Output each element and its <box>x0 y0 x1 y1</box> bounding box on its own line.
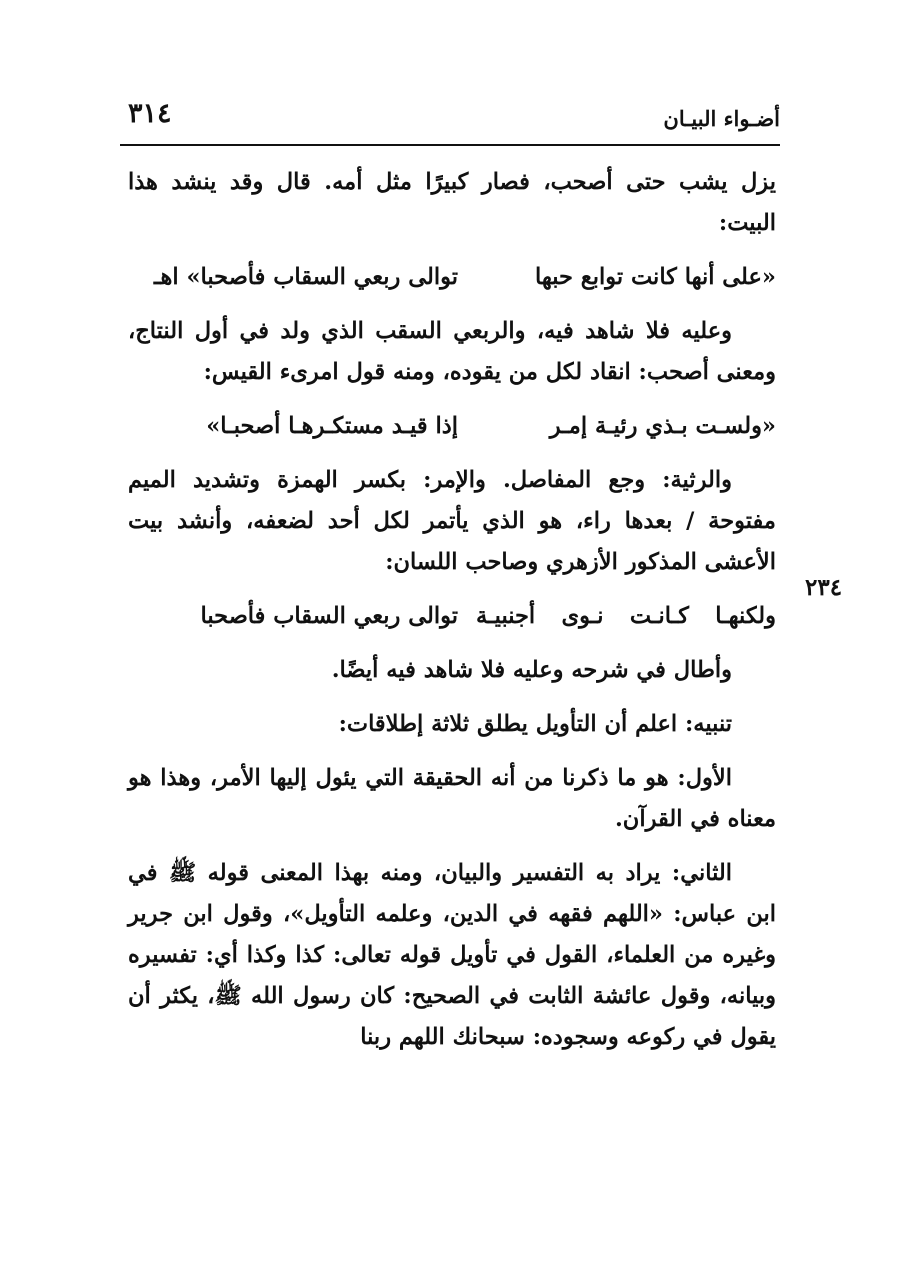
body-text <box>128 162 776 1071</box>
paragraph: الثاني: يراد به التفسير والبيان، ومنه بهذا المعنى قوله ﷺ في ابن عباس: «اللهم فقهه في الدين، وعلمه التأويل»، وقول ابن جرير وغيره من العلماء، القول في تأويل قوله تعالى: كذا وكذا أي: تفسيره وبيانه، وقول عائشة الثابت في الصحيح: كان رسول الله ﷺ، يكثر أن يقول في ركوعه وسجوده: سبحانك اللهم ربنا <box>128 860 776 1050</box>
paragraph: يزل يشب حتى أصحب، فصار كبيرًا مثل أمه. قال وقد ينشد هذا البيت: <box>128 169 776 236</box>
paragraph: تنبيه: اعلم أن التأويل يطلق ثلاثة إطلاقات: <box>338 711 732 737</box>
paragraph: وعليه فلا شاهد فيه، والربعي السقب الذي ولد في أول النتاج، ومعنى أصحب: انقاد لكل من يقوده، ومنه قول امرىء القيس: <box>128 318 776 385</box>
verse-second-hemistich: توالى ربعي السقاب فأصحبا <box>200 603 458 629</box>
verse-first-hemistich: «على أنها كانت توابع حبها <box>535 264 776 290</box>
paragraph: الأول: هو ما ذكرنا من أنه الحقيقة التي يئول إليها الأمر، وهذا هو معناه في القرآن. <box>128 765 776 832</box>
header-rule <box>120 144 780 146</box>
verse <box>128 596 776 637</box>
paragraph: والرثية: وجع المفاصل. والإمر: بكسر الهمزة وتشديد الميم مفتوحة / بعدها راء، هو الذي يأتمر لكل أحد لضعفه، وأنشد بيت الأعشى المذكور الأزهري وصاحب اللسان: <box>128 467 776 575</box>
margin-note-number: ٢٣٤ <box>805 574 843 601</box>
book-title: أضـواء البيـان <box>663 106 780 131</box>
verse-second-hemistich: إذا قيـد مستكـرهـا أصحبـا» <box>206 413 458 439</box>
page-number: ٣١٤ <box>128 98 172 129</box>
paragraph: وأطال في شرحه وعليه فلا شاهد فيه أيضًا. <box>331 657 732 683</box>
verse-first-hemistich: «ولسـت بـذي رئيـة إمـر <box>549 413 776 439</box>
page-header <box>120 98 780 146</box>
verse <box>128 257 776 298</box>
verse-first-hemistich: ولكنهـا كـانـت نـوى أجنبيـة <box>476 603 776 629</box>
verse-second-hemistich: توالى ربعي السقاب فأصحبا» اهـ <box>153 264 458 290</box>
verse <box>128 406 776 447</box>
